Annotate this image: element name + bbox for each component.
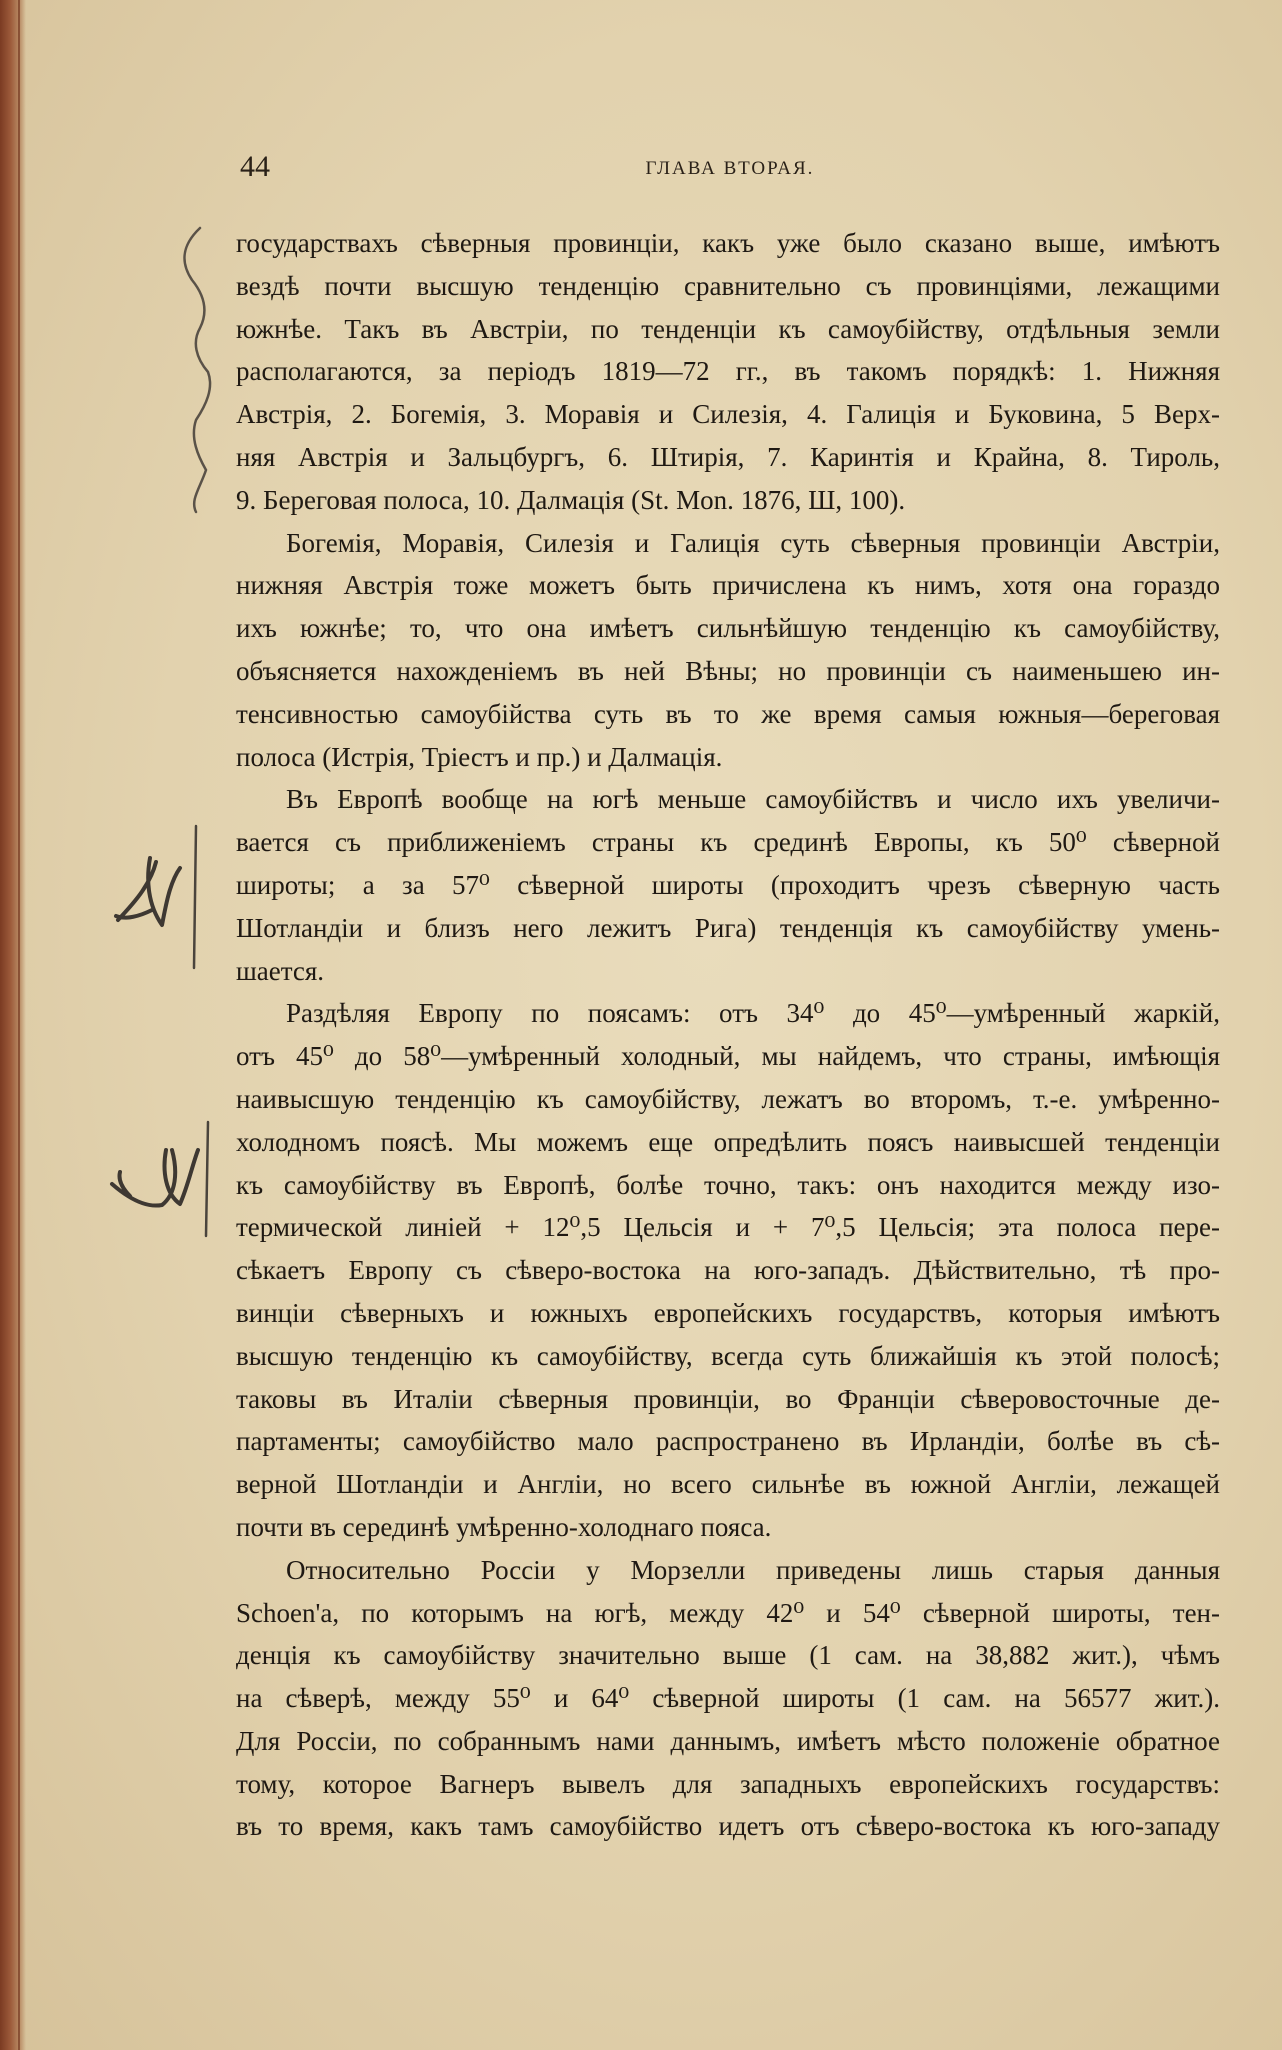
text-line: Schoen'a, по которымъ на югѣ, между 42⁰ и 54⁰ сѣверной широты, тен- bbox=[236, 1597, 1220, 1628]
running-title: ГЛАВА ВТОРАЯ. bbox=[645, 158, 815, 179]
text-line: тому, которое Вагнеръ вывелъ для западныхъ европейскихъ государствъ: bbox=[236, 1768, 1220, 1799]
margin-nb-mark bbox=[112, 1150, 198, 1206]
text-line: Богемія, Моравія, Силезія и Галиція суть сѣверныя провинціи Австріи, bbox=[286, 527, 1220, 558]
text-line: располагаются, за періодъ 1819—72 гг., въ такомъ порядкѣ: 1. Нижняя bbox=[236, 356, 1220, 387]
text-line: верной Шотландіи и Англіи, но всего сильнѣе въ южной Англіи, лежащей bbox=[236, 1469, 1220, 1500]
text-line: ихъ южнѣе; то, что она имѣетъ сильнѣйшую тенденцію къ самоубійству, bbox=[236, 613, 1220, 644]
text-line: вается съ приближеніемъ страны къ срединѣ Европы, къ 50⁰ сѣверной bbox=[236, 827, 1220, 858]
text-line: наивысшую тенденцію къ самоубійству, лежатъ во второмъ, т.-е. умѣренно- bbox=[236, 1083, 1220, 1114]
margin-nb-mark bbox=[116, 858, 180, 925]
text-line: вездѣ почти высшую тенденцію сравнительно съ провинціями, лежащими bbox=[236, 270, 1220, 301]
text-line: 9. Береговая полоса, 10. Далмація (St. Mon. 1876, Ш, 100). bbox=[236, 484, 906, 515]
page-header bbox=[240, 150, 1220, 190]
body-text bbox=[236, 222, 1220, 1848]
text-line: таковы въ Италіи сѣверныя провинціи, во Франціи сѣверовосточные де- bbox=[236, 1383, 1220, 1414]
text-line: денція къ самоубійству значительно выше (1 сам. на 38,882 жит.), чѣмъ bbox=[236, 1640, 1220, 1671]
text-line: южнѣе. Такъ въ Австріи, по тенденціи къ самоубійству, отдѣльныя земли bbox=[236, 313, 1220, 344]
text-line: государствахъ сѣверныя провинціи, какъ уже было сказано выше, имѣютъ bbox=[236, 228, 1220, 258]
text-line: отъ 45⁰ до 58⁰—умѣренный холодный, мы найдемъ, что страны, имѣющія bbox=[236, 1041, 1220, 1072]
text-line: Для Россіи, по собраннымъ нами даннымъ, имѣетъ мѣсто положеніе обратное bbox=[236, 1725, 1220, 1756]
text-line: Въ Европѣ вообще на югѣ меньше самоубійствъ и число ихъ увеличи- bbox=[286, 784, 1220, 815]
text-line: термической линіей + 12⁰,5 Цельсія и + 7⁰,5 Цельсія; эта полоса пере- bbox=[236, 1212, 1220, 1243]
text-line: няя Австрія и Зальцбургъ, 6. Штирія, 7. Каринтія и Крайна, 8. Тироль, bbox=[236, 441, 1220, 472]
text-line: партаменты; самоубійство мало распространено въ Ирландіи, болѣе въ сѣ- bbox=[236, 1426, 1220, 1457]
page-number: 44 bbox=[240, 150, 270, 183]
text-line: тенсивностью самоубійства суть въ то же время самыя южныя—береговая bbox=[236, 698, 1220, 729]
text-line: сѣкаетъ Европу съ сѣверо-востока на юго-западъ. Дѣйствительно, тѣ про- bbox=[236, 1255, 1220, 1286]
text-line: широты; а за 57⁰ сѣверной широты (проходитъ чрезъ сѣверную часть bbox=[236, 869, 1220, 900]
text-line: холодномъ поясѣ. Мы можемъ еще опредѣлить поясъ наивысшей тенденціи bbox=[236, 1126, 1220, 1157]
text-line: Раздѣляя Европу по поясамъ: отъ 34⁰ до 45⁰—умѣренный жаркій, bbox=[286, 998, 1220, 1029]
text-line: высшую тенденцію къ самоубійству, всегда суть ближайшія къ этой полосѣ; bbox=[236, 1340, 1220, 1371]
page-binding-edge bbox=[0, 0, 26, 2050]
text-line: къ самоубійству въ Европѣ, болѣе точно, такъ: онъ находится между изо- bbox=[236, 1169, 1220, 1200]
binding-crease bbox=[18, 0, 20, 2050]
text-line: на сѣверѣ, между 55⁰ и 64⁰ сѣверной широты (1 сам. на 56577 жит.). bbox=[236, 1683, 1220, 1714]
text-line: шается. bbox=[236, 955, 325, 986]
text-line: нижняя Австрія тоже можетъ быть причислена къ нимъ, хотя она гораздо bbox=[236, 570, 1220, 601]
text-line: Шотландіи и близъ него лежитъ Рига) тенденція къ самоубійству умень- bbox=[236, 912, 1220, 943]
text-line: объясняется нахожденіемъ въ ней Вѣны; но провинціи съ наименьшею ин- bbox=[236, 655, 1220, 686]
text-line: винціи сѣверныхъ и южныхъ европейскихъ государствъ, которыя имѣютъ bbox=[236, 1297, 1220, 1328]
text-line: полоса (Истрія, Тріестъ и пр.) и Далмація. bbox=[236, 741, 723, 772]
margin-brace-mark bbox=[184, 228, 210, 512]
margin-bar-mark bbox=[194, 826, 196, 968]
text-line: въ то время, какъ тамъ самоубійство идетъ отъ сѣверо-востока къ юго-западу bbox=[236, 1811, 1220, 1842]
text-line: почти въ серединѣ умѣренно-холоднаго пояса. bbox=[236, 1511, 772, 1542]
margin-bar-mark bbox=[206, 1122, 208, 1236]
text-line: Австрія, 2. Богемія, 3. Моравія и Силезія, 4. Галиція и Буковина, 5 Верх- bbox=[236, 399, 1220, 430]
text-line: Относительно Россіи у Морзелли приведены лишь старыя данныя bbox=[286, 1554, 1220, 1585]
